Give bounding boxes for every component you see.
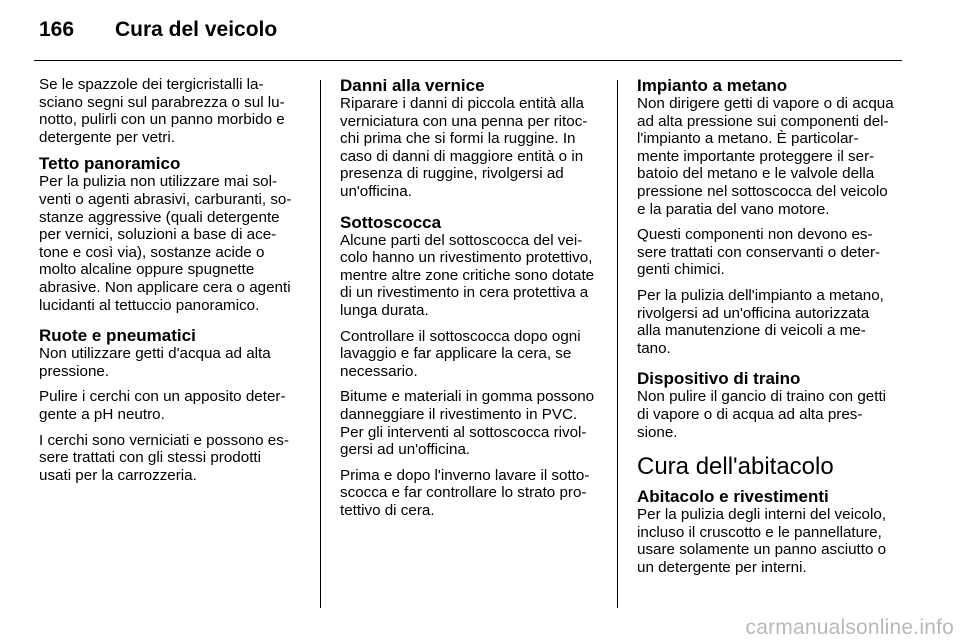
paragraph: Per la pulizia dell'impianto a metano, rivolgersi ad un'officina autorizzata alla manutenzione di veicoli a me- tano.: [637, 286, 884, 357]
section-sottoscocca: [340, 213, 606, 520]
section-heading: Danni alla vernice: [340, 76, 485, 95]
column-right: [637, 76, 907, 588]
chapter-title: Cura dell'abitacolo: [637, 453, 834, 481]
paragraph: Pulire i cerchi con un apposito deter- gente a pH neutro.: [39, 388, 286, 423]
section-danni-vernice: [340, 76, 606, 201]
section-heading: Impianto a metano: [637, 76, 788, 95]
section-heading: Dispositivo di traino: [637, 369, 801, 389]
section-ruote-pneumatici: [39, 326, 309, 484]
section-impianto-metano: [637, 76, 907, 357]
header-divider: [34, 60, 902, 61]
column-middle: [340, 76, 606, 531]
paragraph: Per la pulizia degli interni del veicolo, incluso il cruscotto e le pannellature, usare solamente un panno asciutto o un detergente per interni.: [637, 506, 887, 576]
section-heading: Sottoscocca: [340, 212, 442, 232]
paragraph: Controllare il sottoscocca dopo ogni lavaggio e far applicare la cera, se necessario.: [340, 327, 581, 380]
paragraph: Non pulire il gancio di traino con getti di vapore o di acqua ad alta pres- sione.: [637, 388, 887, 441]
section-heading: Tetto panoramico: [39, 154, 181, 174]
page-number: 166: [39, 18, 75, 41]
paragraph: Non utilizzare getti d'acqua ad alta pressione.: [39, 345, 271, 380]
watermark-text: carmanualsonline.info: [745, 616, 954, 639]
section-dispositivo-traino: [637, 369, 907, 441]
column-left: [39, 76, 309, 496]
section-heading: Abitacolo e rivestimenti: [637, 487, 829, 507]
section-abitacolo-rivestimenti: [637, 487, 907, 576]
section-tetto-panoramico: [39, 154, 309, 314]
page-header: [39, 14, 919, 54]
chapter-header-title: Cura del veicolo: [115, 18, 278, 41]
section-heading: Ruote e pneumatici: [39, 326, 196, 346]
paragraph: Bitume e materiali in gomma possono danneggiare il rivestimento in PVC. Per gli interventi al sottoscocca rivol- gersi ad un'officina.: [340, 388, 595, 459]
paragraph: Non dirigere getti di vapore o di acqua ad alta pressione sui componenti del- l'impianto a metano. È particolar- mente importante proteggere il ser- batoio del metano e le valvole della pressione nel sottoscocca del veicolo e la paratia del vano motore.: [637, 95, 894, 218]
column-divider: [617, 80, 618, 608]
paragraph: Questi componenti non devono es- sere trattati con conservanti o deter- genti chimici.: [637, 226, 881, 279]
column-divider: [320, 80, 321, 608]
intro-paragraph: Se le spazzole dei tergicristalli la- sciano segni sul parabrezza o sul lu- notto, pulirli con un panno morbido e detergente per vetri.: [39, 76, 285, 146]
paragraph: Per la pulizia non utilizzare mai sol- venti o agenti abrasivi, carburanti, so- stanze aggressive (quali detergente per vernici, soluzioni a base di ace- tone e così via), sostanze acide o molto alcaline oppure spugnette abrasive. Non applicare cera o agenti lucidanti al tettuccio panoramico.: [39, 173, 292, 314]
paragraph: Alcune parti del sottoscocca del vei- colo hanno un rivestimento protettivo, mentre altre zone critiche sono dotate di un rivestimento in cera protettiva a lunga durata.: [340, 231, 595, 319]
paragraph: Riparare i danni di piccola entità alla verniciatura con una penna per ritoc- chi prima che si formi la ruggine. In caso di danni di maggiore entità o in presenza di ruggine, rivolgersi ad un'officina.: [340, 95, 588, 200]
paragraph: I cerchi sono verniciati e possono es- sere trattati con gli stessi prodotti usati per la carrozzeria.: [39, 431, 289, 484]
paragraph: Prima e dopo l'inverno lavare il sotto- scocca e far controllare lo strato pro- tettivo di cera.: [340, 466, 590, 519]
